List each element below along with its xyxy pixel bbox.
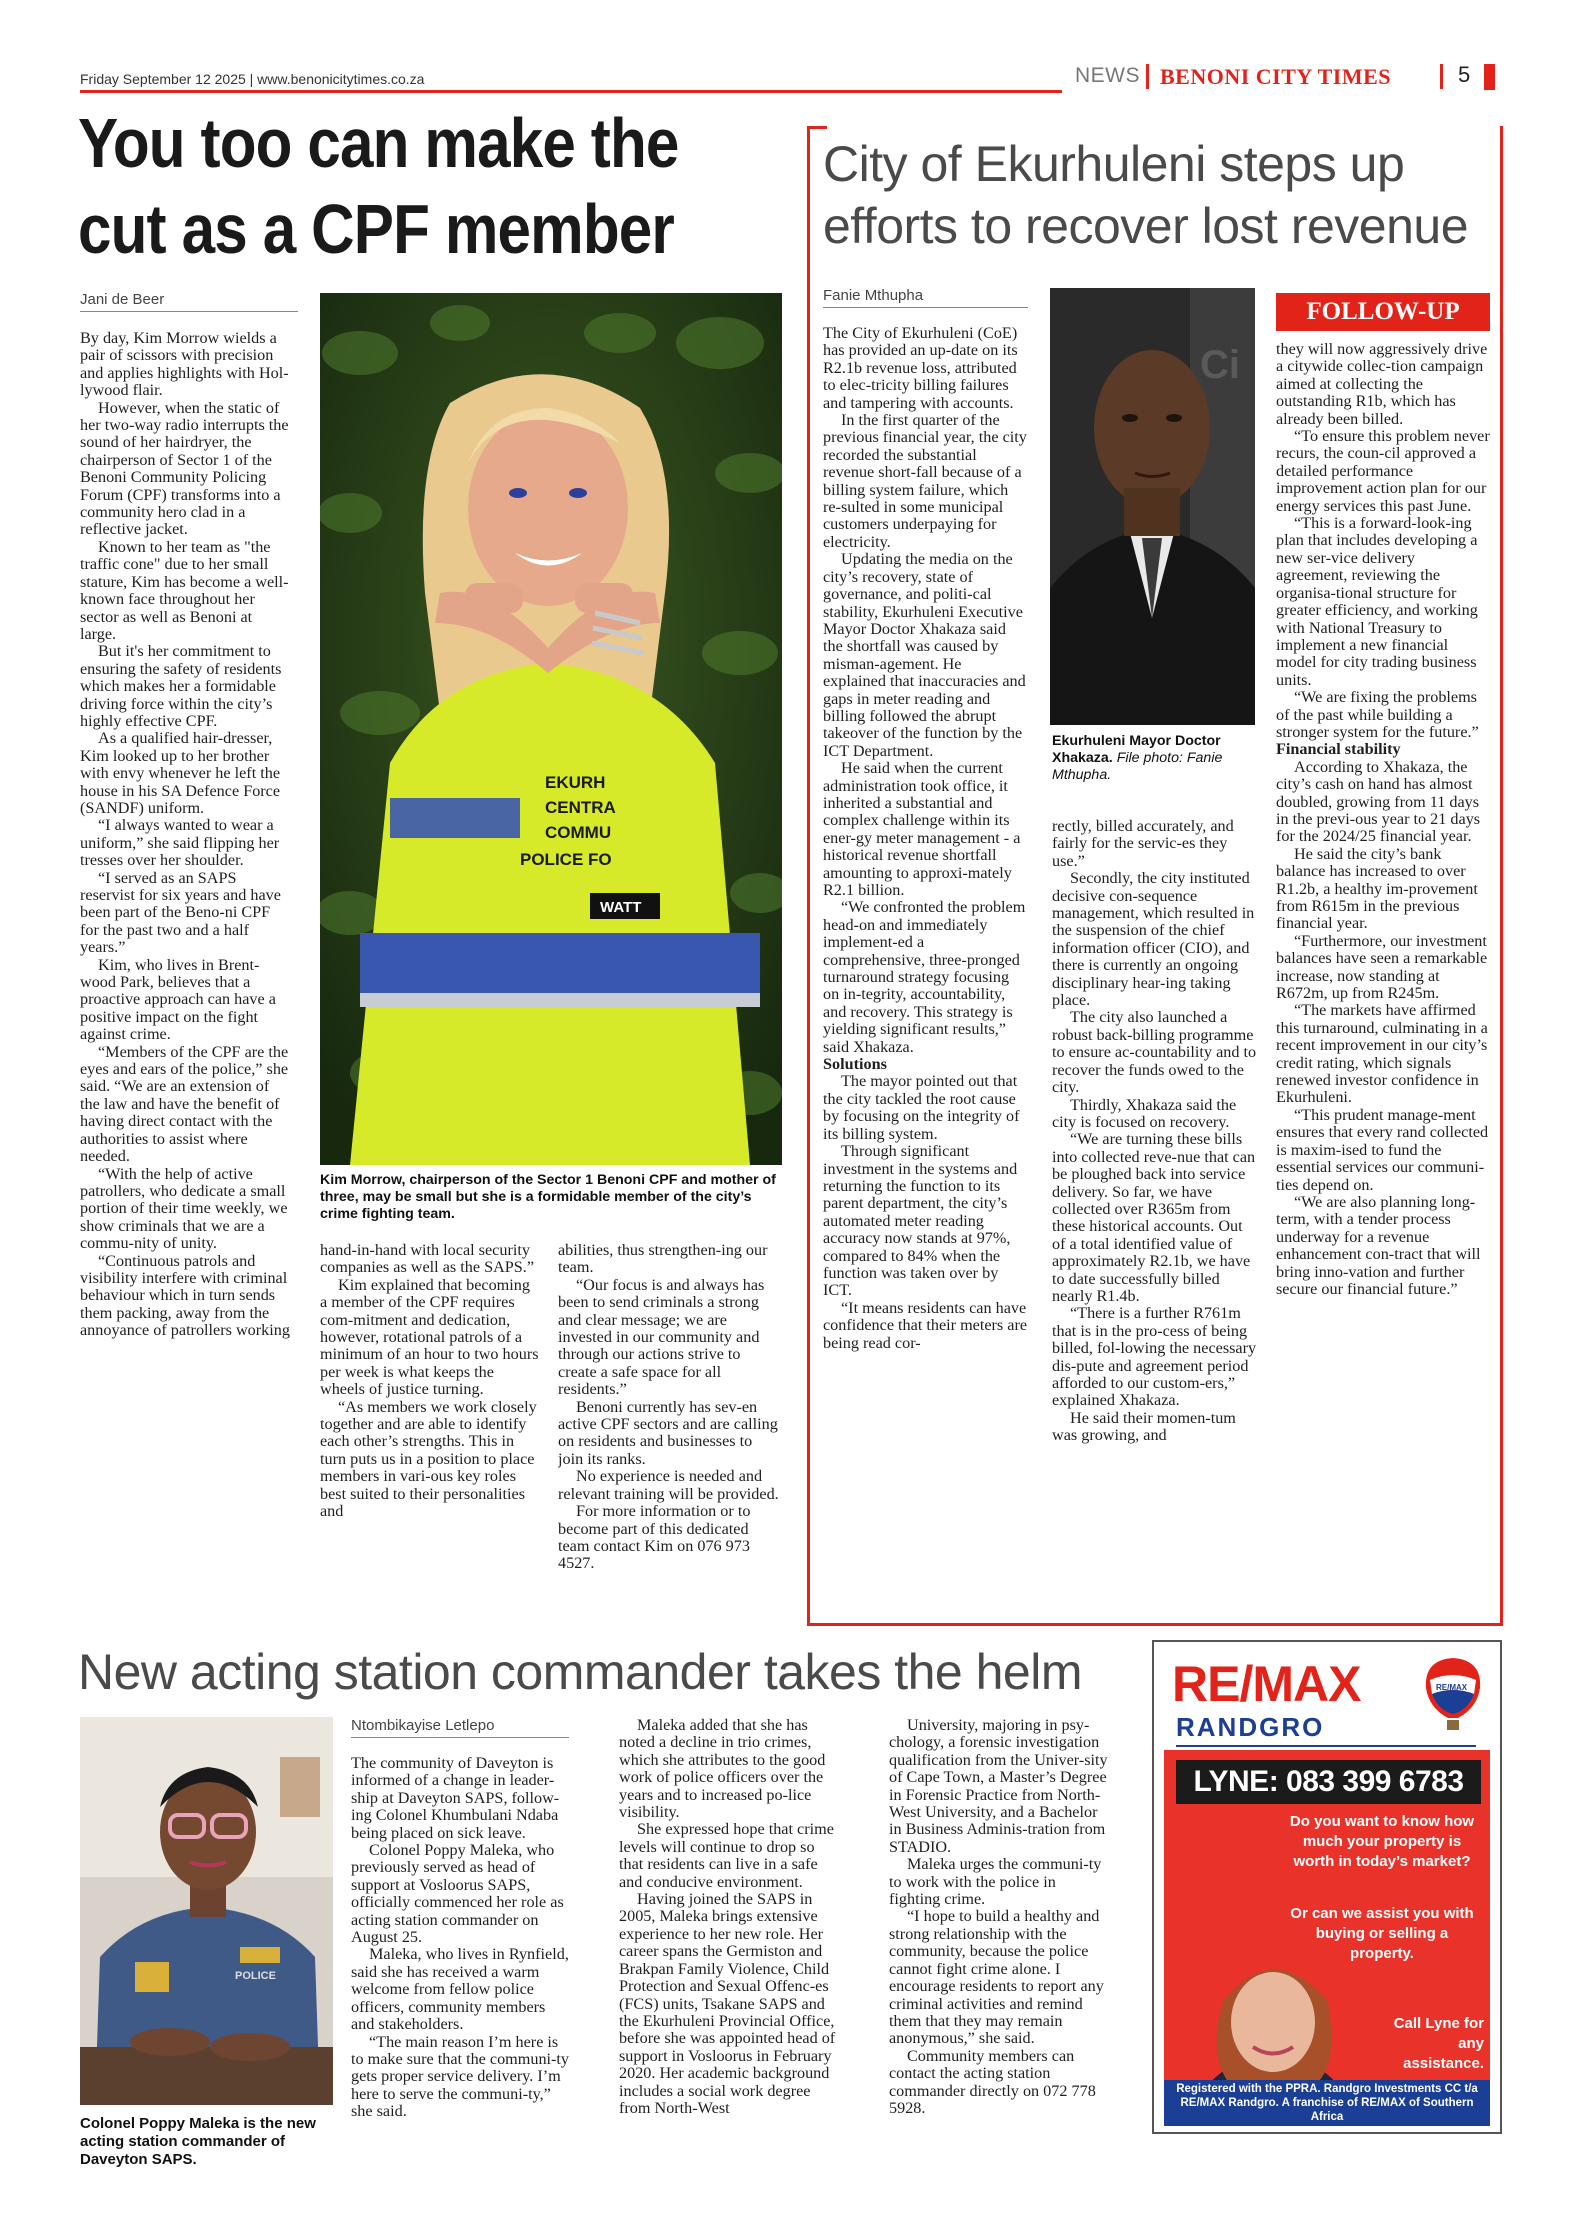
- subheading: Financial stability: [1276, 740, 1401, 759]
- cpf-byline: Jani de Beer: [80, 291, 298, 312]
- xhakaza-caption-credit: File photo: Fanie Mthupha.: [1052, 750, 1223, 783]
- paragraph: Updating the media on the city’s recovery, state of governance, and politi-cal stability, Ekurhuleni Executive Mayor Doctor Xhakaza said the shortfall was caused by misman-agement. He explained that inaccuracies and gaps in meter reading and billing followed the abrupt takeover of the function by the ICT Department.: [823, 550, 1026, 760]
- cpf-column-2: [320, 1242, 540, 1635]
- paragraph: Colonel Poppy Maleka, who previously served as head of support at Vosloorus SAPS, officially commenced her role as acting station commander on August 25.: [351, 1841, 564, 1947]
- paragraph: She expressed hope that crime levels will continue to drop so that residents can live in a safe and conducive environment.: [619, 1820, 834, 1891]
- masthead: BENONI CITY TIMES: [1160, 64, 1392, 89]
- remax-text-call: Call Lyne for any assistance.: [1393, 2015, 1484, 2072]
- page-tab: [1484, 64, 1495, 90]
- xhakaza-caption: [1052, 733, 1257, 784]
- page-number: 5: [1458, 62, 1471, 87]
- paragraph: “To ensure this problem never recurs, the coun-cil approved a detailed performance improvement action plan for our energy services this past June.: [1276, 427, 1490, 515]
- paragraph: Known to her team as "the traffic cone" due to her small stature, Kim has become a well-known face throughout her sector as well as Benoni at large.: [80, 537, 289, 643]
- paragraph: “Our focus is and always has been to send criminals a strong and clear message; we are invested in our community and through our actions strive to create a safe space for all residents.”: [558, 1275, 765, 1399]
- cpf-headline-line2: cut as a CPF member: [78, 190, 674, 268]
- jacket-text-3: COMMU: [545, 823, 612, 842]
- revenue-column-1: [823, 325, 1028, 1615]
- paragraph: “We confronted the problem head-on and immediately implement-ed a comprehensive, three-pronged turnaround strategy focusing on in-tegrity, accountability, and recovery. This strategy is yielding significant results,” said Xhakaza.: [823, 898, 1026, 1056]
- commander-byline: Ntombikayise Letlepo: [351, 1717, 569, 1738]
- paragraph: abilities, thus strengthen-ing our team.: [558, 1242, 768, 1277]
- paragraph: The mayor pointed out that the city tackled the root cause by focusing on the integrity of its billing system.: [823, 1072, 1020, 1143]
- paragraph: rectly, billed accurately, and fairly for the servic-es they use.”: [1052, 818, 1234, 870]
- paragraph: Maleka, who lives in Rynfield, said she has received a warm welcome from fellow police officers, community members and stakeholders.: [351, 1945, 569, 2034]
- paragraph: Through significant investment in the systems and returning the function to its parent department, the city’s automated meter reading accuracy now stands at 97%, compared to 84% when the function was taken over by ICT.: [823, 1142, 1018, 1300]
- remax-underline: [1176, 1745, 1476, 1747]
- follow-up-tag: [1276, 293, 1490, 331]
- remax-phone[interactable]: LYNE: 083 399 6783: [1176, 1760, 1481, 1804]
- paragraph: The community of Daveyton is informed of a change in leader-ship at Daveyton SAPS, follow-ing Colonel Khumbulani Ndaba being placed on sick leave.: [351, 1755, 560, 1842]
- revenue-headline-line2: efforts to recover lost revenue: [823, 198, 1469, 254]
- svg-text:Ci: Ci: [1200, 343, 1240, 387]
- paragraph: Kim explained that becoming a member of the CPF requires com-mitment and dedication, however, rotational patrols of a minimum of an hour to two hours per week is what keeps the wheels of justice turning.: [320, 1275, 539, 1399]
- poppy-maleka-illustration: [80, 1717, 333, 2105]
- revenue-byline: Fanie Mthupha: [823, 287, 1028, 308]
- follow-up-label: FOLLOW-UP: [1306, 298, 1460, 325]
- remax-text-assist: Or can we assist you with buying or selling a property.: [1290, 1905, 1474, 1962]
- paragraph: Kim, who lives in Brent-wood Park, believes that a proactive approach can have a positive impact on the fight against crime.: [80, 955, 276, 1044]
- paragraph: Maleka urges the communi-ty to work with the police in fighting crime.: [889, 1855, 1102, 1909]
- paragraph: “I always wanted to wear a uniform,” she said flipping her tresses over her shoulder.: [80, 816, 280, 870]
- xhakaza-illustration: [1050, 288, 1255, 725]
- paragraph: In the first quarter of the previous financial year, the city recorded the substantial revenue short-fall because of a billing system failure, which re-sulted in some municipal customers underpaying for electricity.: [823, 411, 1027, 551]
- paragraph: “I hope to build a healthy and strong relationship with the community, because the police cannot fight crime alone. I encourage residents to report any criminal activities and remind them that they may remain anonymous,” she said.: [889, 1907, 1104, 2048]
- paragraph: However, when the static of her two-way radio interrupts the sound of her hairdryer, the chairperson of Sector 1 of the Benoni Community Policing Forum (CPF) transforms into a community hero clad in a reflective jacket.: [80, 398, 289, 539]
- jacket-text-4: POLICE FO: [520, 850, 612, 869]
- commander-column-2: [619, 1717, 841, 2135]
- subheading: Solutions: [823, 1055, 887, 1074]
- paragraph: University, majoring in psy-chology, a forensic investigation qualification from the Univer-sity of Cape Town, a Master’s Degree in Forensic Practice from North-West University, and a Bachelor in Business Adminis-tration from STADIO.: [889, 1717, 1108, 1856]
- paragraph: According to Xhakaza, the city’s cash on hand has almost doubled, growing from 11 days in the previ-ous year to 21 days for the 2024/25 financial year.: [1276, 757, 1481, 846]
- paragraph: “The markets have affirmed this turnaround, culminating in a recent improvement in our city’s credit rating, which signals renewed investor confidence in Ekurhuleni.: [1276, 1001, 1488, 1107]
- paragraph: “This prudent manage-ment ensures that every rand collected is maxim-ised to fund the essential services our communi-ties depend on.: [1276, 1105, 1489, 1194]
- cpf-column-3: [558, 1242, 780, 1635]
- cpf-column-1: [80, 330, 292, 1635]
- remax-brand: RE/MAX: [1172, 1656, 1361, 1712]
- remax-text-worth: Do you want to know how much your property is worth in today’s market?: [1289, 1813, 1475, 1870]
- balloon-icon: [1422, 1656, 1484, 1736]
- xhakaza-caption-bold: Ekurhuleni Mayor Doctor Xhakaza.: [1052, 733, 1221, 766]
- jacket-text-2: CENTRA: [545, 798, 616, 817]
- paragraph: Maleka added that she has noted a decline in trio crimes, which she attributes to the good work of police officers over the years and to increased po-lice visibility.: [619, 1717, 826, 1822]
- paragraph: The city also launched a robust back-billing programme to ensure ac-countability and to recover the funds owed to the city.: [1052, 1008, 1257, 1097]
- paragraph: Having joined the SAPS in 2005, Maleka brings extensive experience to her new role. Her career spans the Germiston and Brakpan Family Violence, Child Protection and Sexual Offenc-es (FCS) units, Tsakane SAPS and the Ekurhuleni Provincial Office, before she was appointed head of support in Vosloorus in February 2020. Her academic background includes a social work degree from North-West: [619, 1890, 836, 2117]
- uniform-text: POLICE: [235, 1970, 276, 1982]
- revenue-box-top: [807, 126, 827, 129]
- revenue-headline-line1: City of Ekurhuleni steps up: [823, 136, 1405, 192]
- maleka-photo-caption: Colonel Poppy Maleka is the new acting station commander of Daveyton SAPS.: [80, 2115, 316, 2168]
- paragraph: Community members can contact the acting station commander directly on 072 778 5928.: [889, 2046, 1096, 2117]
- commander-column-3: [889, 1717, 1111, 2135]
- header-divider: [1440, 64, 1443, 89]
- paragraph: they will now aggressively drive a citywide collec-tion campaign aimed at collecting the outstanding R1b, which has already been billed.: [1276, 341, 1488, 428]
- paragraph: As a qualified hair-dresser, Kim looked up to her brother with envy whenever he left the house in his SA Defence Force (SANDF) uniform.: [80, 729, 281, 817]
- paragraph: “We are fixing the problems of the past while building a stronger system for the future.”: [1276, 688, 1479, 741]
- paragraph: “Continuous patrols and visibility interfere with criminal behaviour which in turn sends them packing, away from the annoyance of patrollers working: [80, 1251, 290, 1340]
- paragraph: “We are also planning long-term, with a tender process underway for a revenue enhancement con-tract that will bring inno-vation and further secure our financial future.”: [1276, 1192, 1481, 1298]
- cpf-headline-line1: You too can make the: [78, 104, 679, 182]
- revenue-box-corner: [807, 126, 810, 148]
- remax-sub: RANDGRO: [1176, 1712, 1325, 1742]
- paragraph: He said the city’s bank balance has increased to over R1.2b, a healthy im-provement from R615m in the previous financial year.: [1276, 844, 1478, 933]
- jacket-text-1: EKURH: [545, 773, 606, 792]
- paragraph: “I served as an SAPS reservist for six years and have been part of the Beno-ni CPF for the past two and a half years.”: [80, 868, 281, 957]
- kim-morrow-illustration: [320, 293, 782, 1165]
- remax-logo: [1172, 1656, 1360, 1712]
- poppy-maleka-photo: [80, 1717, 333, 2105]
- commander-headline: New acting station commander takes the helm: [78, 1644, 1082, 1700]
- revenue-headline: [823, 133, 1503, 257]
- remax-footer: Registered with the PPRA. Randgro Investments CC t/a RE/MAX Randgro. A franchise of RE/MAX of Southern Africa: [1164, 2080, 1490, 2126]
- paragraph: He said their momen-tum was growing, and: [1052, 1408, 1236, 1445]
- paragraph: “We are turning these bills into collected reve-nue that can be ploughed back into service delivery. So far, we have collected over R365m from these historical accounts. Out of a total identified value of approximately R2.1b, we have to date successfully billed nearly R1.4b.: [1052, 1130, 1256, 1305]
- paragraph: “Members of the CPF are the eyes and ears of the police,” she said. “We are an extension of the law and have the benefit of having direct contact with the authorities to assist where needed.: [80, 1042, 289, 1166]
- paragraph: No experience is needed and relevant training will be provided.: [558, 1467, 779, 1503]
- cpf-headline: [78, 100, 689, 272]
- paragraph: “The main reason I’m here is to make sure that the communi-ty gets proper service delivery. I’m here to serve the communi-ty,” she said.: [351, 2032, 570, 2121]
- header-section: NEWS: [1075, 64, 1140, 87]
- header-dateline: Friday September 12 2025 | www.benonicitytimes.co.za: [80, 71, 425, 87]
- paragraph: “This is a forward-look-ing plan that includes developing a new ser-vice delivery agreement, reviewing the organisa-tional structure for greater efficiency, and working with National Treasury to implement a new financial model for city trading business units.: [1276, 514, 1478, 689]
- paragraph: “With the help of active patrollers, who dedicate a small portion of their time weekly, we show criminals that we are a commu-nity of unity.: [80, 1164, 288, 1253]
- paragraph: The City of Ekurhuleni (CoE) has provided an up-date on its R2.1b revenue loss, attributed to elec-tricity billing failures and tampering with accounts.: [823, 325, 1018, 412]
- jacket-brand: WATT: [600, 899, 642, 916]
- kim-morrow-photo: [320, 293, 782, 1165]
- paragraph: Benoni currently has sev-en active CPF sectors and are calling on residents and businesses to join its ranks.: [558, 1397, 778, 1468]
- balloon-text: RE/MAX: [1436, 1683, 1468, 1692]
- paragraph: He said when the current administration took office, it inherited a substantial and complex challenge within its ener-gy meter management - a historical revenue shortfall amounting to approxi-mately R2.1 billion.: [823, 759, 1021, 899]
- paragraph: But it's her commitment to ensuring the safety of residents which makes her a formidable driving force within the city’s highly effective CPF.: [80, 642, 282, 730]
- paragraph: “Furthermore, our investment balances have seen a remarkable increase, now standing at R672m, up from R245m.: [1276, 931, 1488, 1003]
- paragraph: hand-in-hand with local security companies as well as the SAPS.”: [320, 1242, 535, 1277]
- commander-column-1: [351, 1755, 571, 2135]
- revenue-column-3: [1276, 341, 1490, 1615]
- revenue-column-2: [1052, 818, 1257, 1615]
- paragraph: “As members we work closely together and are able to identify each other’s strengths. This in turn puts us in a position to place members in vari-ous key roles best suited to their personalities and: [320, 1397, 537, 1521]
- paragraph: Secondly, the city instituted decisive con-sequence management, which resulted in the suspension of the chief information officer (CIO), and there is currently an ongoing disciplinary hear-ing taking place.: [1052, 869, 1255, 1010]
- paragraph: “There is a further R761m that is in the pro-cess of being billed, fol-lowing the necessary dis-pute and agreement period afforded to our custom-ers,” explained Xhakaza.: [1052, 1304, 1257, 1410]
- paragraph: Thirdly, Xhakaza said the city is focused on recovery.: [1052, 1095, 1237, 1131]
- paragraph: By day, Kim Morrow wields a pair of scissors with precision and applies highlights with Hol-lywood flair.: [80, 330, 289, 400]
- header-divider: [1146, 64, 1149, 89]
- xhakaza-photo: [1050, 288, 1255, 725]
- remax-advert[interactable]: [1152, 1640, 1502, 2134]
- cpf-photo-caption: Kim Morrow, chairperson of the Sector 1 Benoni CPF and mother of three, may be small but she is a formidable member of the city’s crime fighting team.: [320, 1172, 776, 1222]
- paragraph: “It means residents can have confidence that their meters are being read cor-: [823, 1298, 1028, 1352]
- header-rule: [80, 90, 1062, 93]
- paragraph: For more information or to become part of this dedicated team contact Kim on 076 973 4527.: [558, 1502, 751, 1573]
